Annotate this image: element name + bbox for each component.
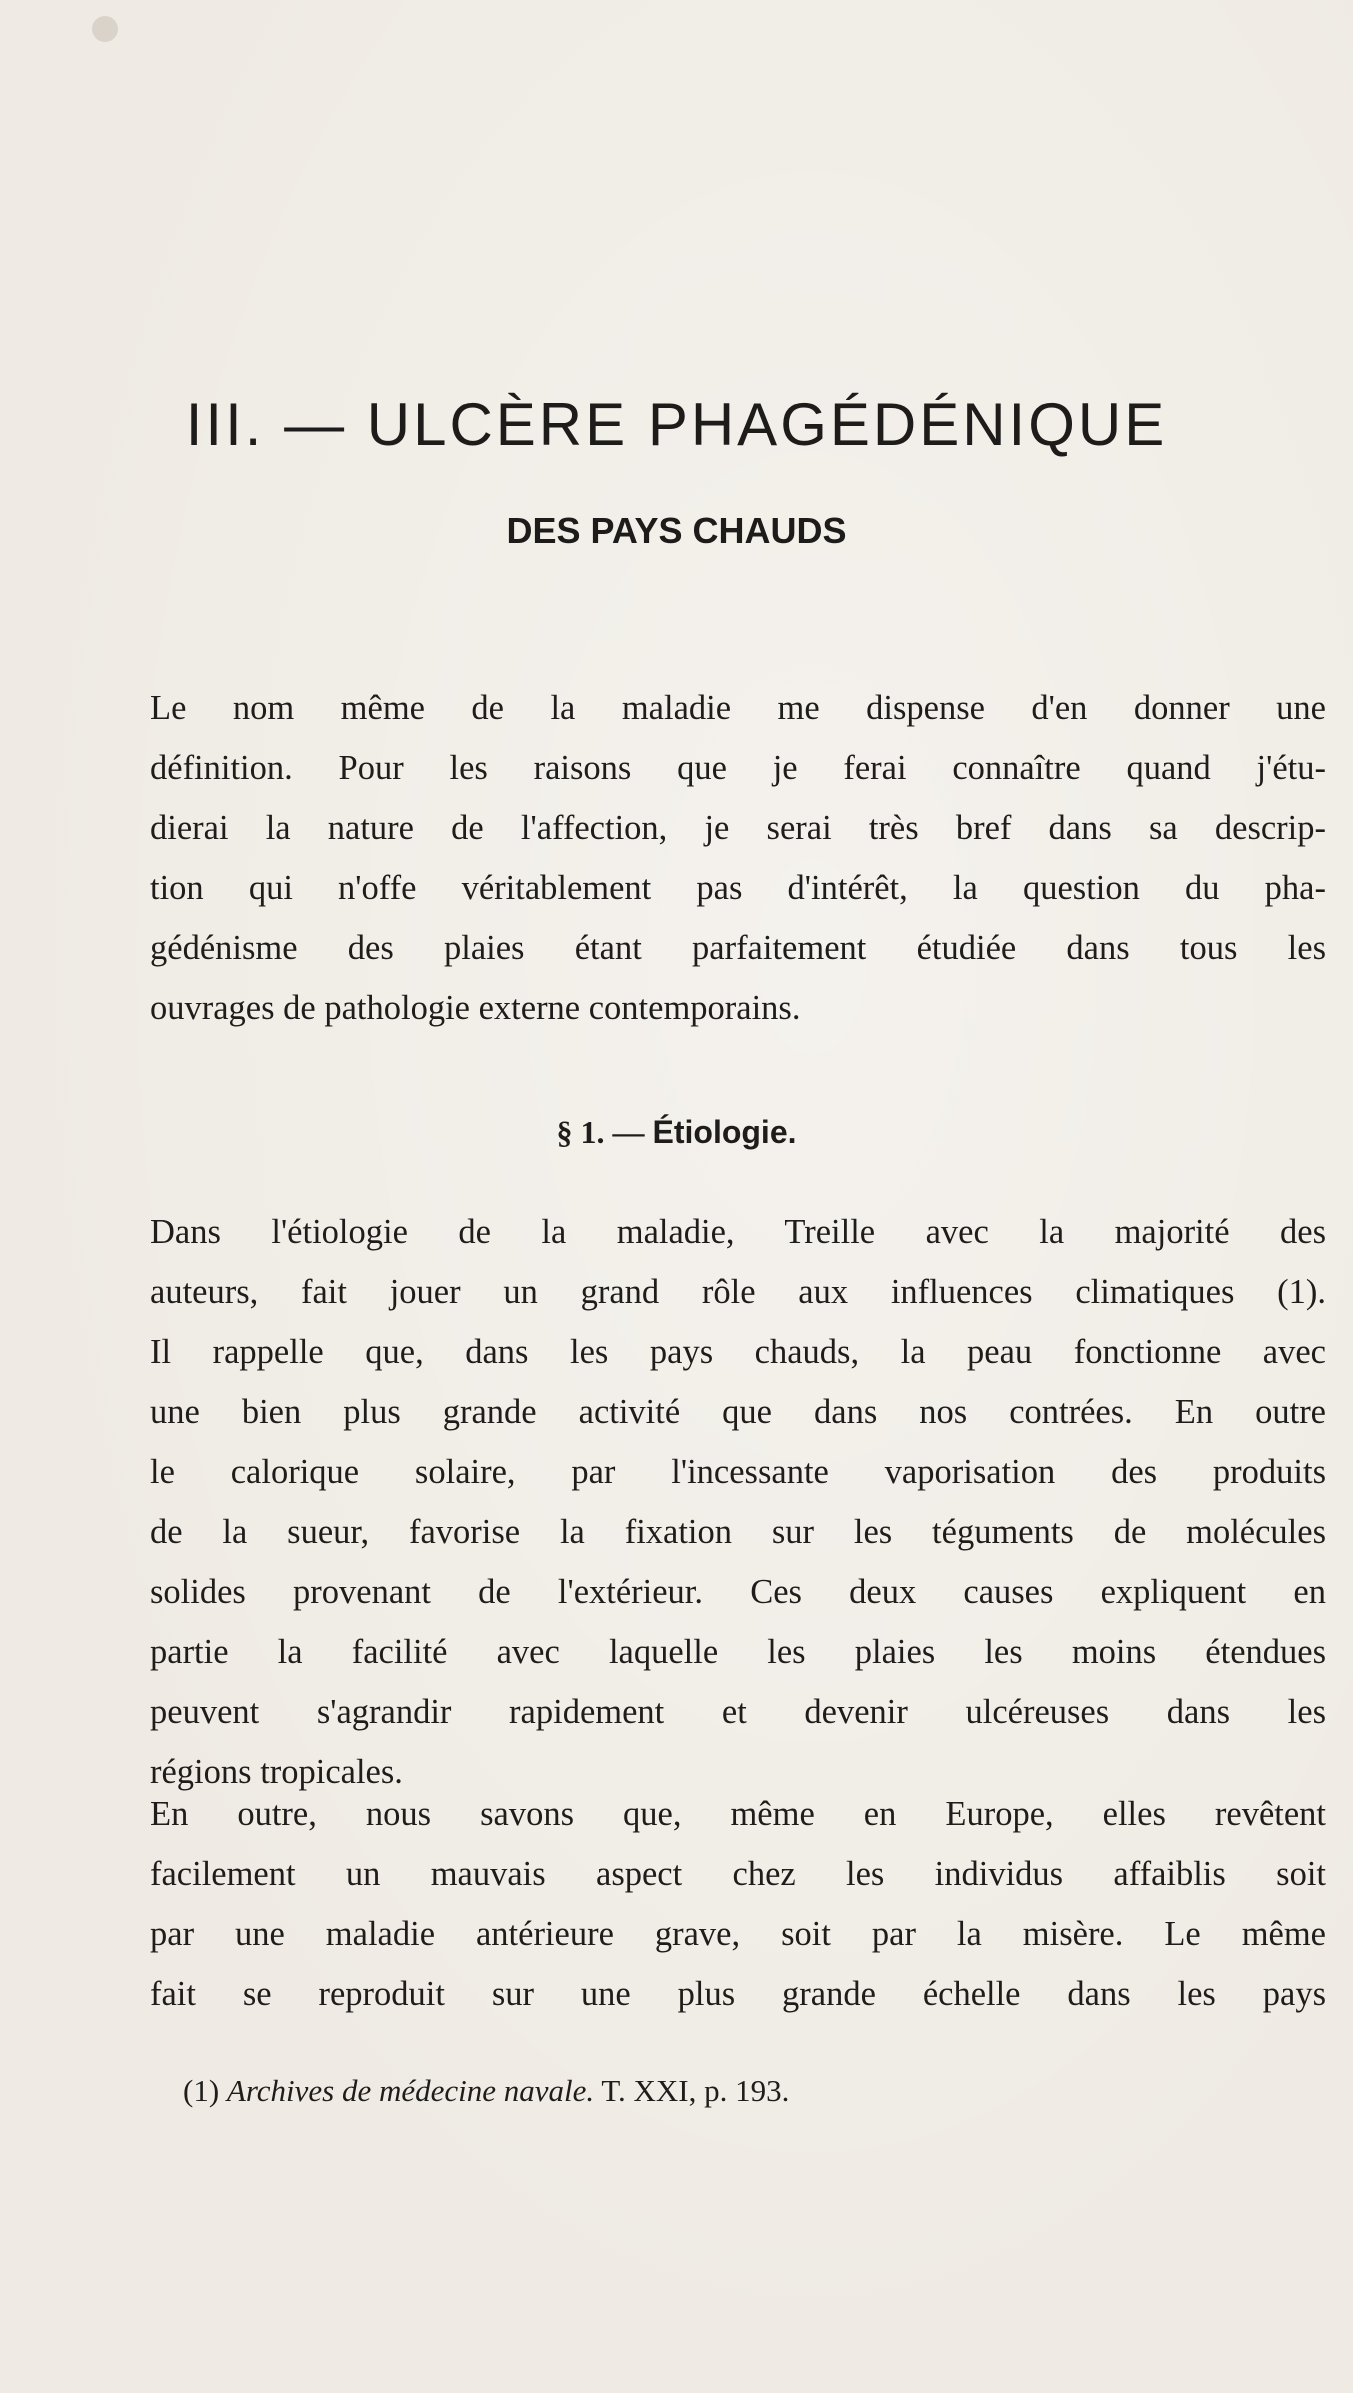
text-line: facilement un mauvais aspect chez les individus affaiblis soit [150,1855,1326,1893]
text-line: En outre, nous savons que, même en Europe, elles revêtent [150,1795,1326,1833]
text-line: auteurs, fait jouer un grand rôle aux influences climatiques (1). [150,1273,1326,1311]
text-line: Il rappelle que, dans les pays chauds, la peau fonctionne avec [150,1333,1326,1371]
text-line: le calorique solaire, par l'incessante vaporisation des produits [150,1453,1326,1491]
text-line: par une maladie antérieure grave, soit par la misère. Le même [150,1915,1326,1953]
paragraph-introduction [150,678,1326,1038]
chapter-subtitle: DES PAYS CHAUDS [506,510,847,551]
footnote-marker: (1) [183,2073,220,2108]
text-line: partie la facilité avec laquelle les plaies les moins étendues [150,1633,1326,1671]
text-line: régions tropicales. [150,1753,403,1791]
section-dash: — [604,1114,653,1150]
text-line: gédénisme des plaies étant parfaitement étudiée dans tous les [150,929,1326,967]
paragraph-continuation [150,1784,1326,2024]
section-number: § 1. [556,1114,605,1150]
text-line: Le nom même de la maladie me dispense d'en donner une [150,689,1326,727]
text-line: de la sueur, favorise la fixation sur les téguments de molécules [150,1513,1326,1551]
text-line: ouvrages de pathologie externe contemporains. [150,989,801,1027]
footnote [183,2073,789,2109]
chapter-title: III. — ULCÈRE PHAGÉDÉNIQUE [185,391,1168,458]
footnote-reference: T. XXI, p. 193. [601,2073,790,2108]
text-line: une bien plus grande activité que dans nos contrées. En outre [150,1393,1326,1431]
paragraph-etiology [150,1202,1326,1802]
footnote-source: Archives de médecine navale. [226,2073,595,2108]
text-line: définition. Pour les raisons que je ferai connaître quand j'étu- [150,749,1326,787]
text-line: tion qui n'offe véritablement pas d'intérêt, la question du pha- [150,869,1326,907]
text-line: fait se reproduit sur une plus grande échelle dans les pays [150,1975,1326,2013]
text-line: peuvent s'agrandir rapidement et devenir ulcéreuses dans les [150,1693,1326,1731]
text-line: Dans l'étiologie de la maladie, Treille avec la majorité des [150,1213,1326,1251]
section-heading [0,1114,1353,1151]
paper-stain [92,16,118,42]
section-title: Étiologie. [652,1114,797,1150]
text-line: solides provenant de l'extérieur. Ces deux causes expliquent en [150,1573,1326,1611]
text-line: dierai la nature de l'affection, je serai très bref dans sa descrip- [150,809,1326,847]
